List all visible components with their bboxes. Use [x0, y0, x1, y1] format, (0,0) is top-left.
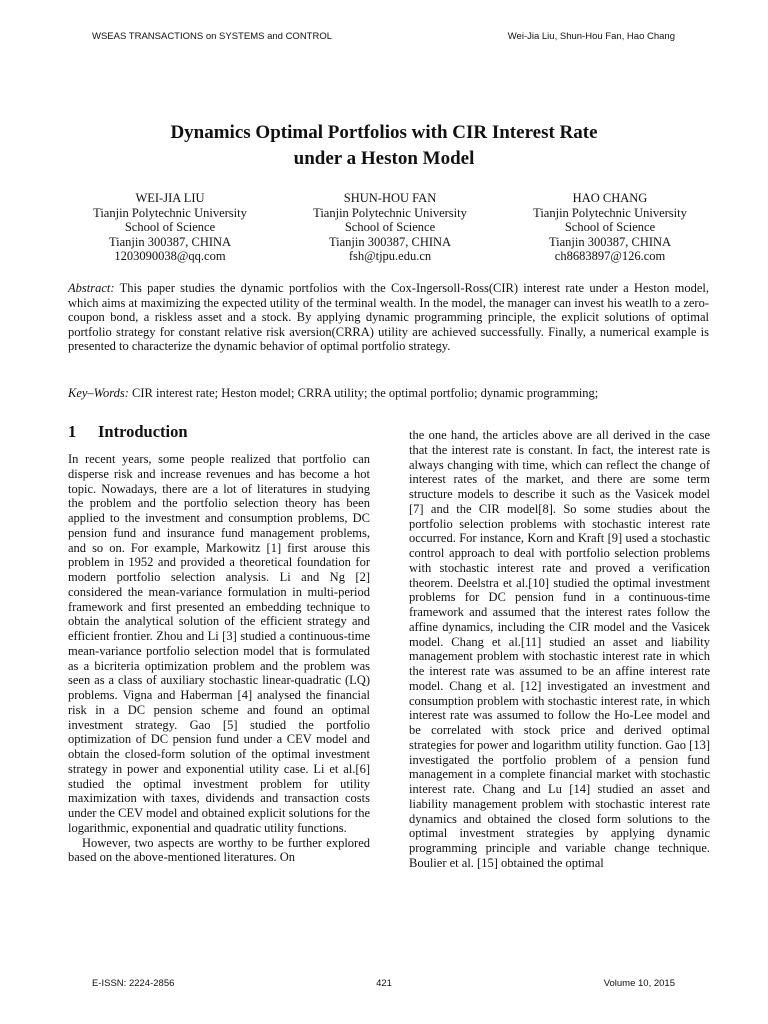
page-number: 421: [376, 978, 392, 989]
author-name: WEI-JIA LIU: [135, 191, 205, 205]
paper-title-line-1: Dynamics Optimal Portfolios with CIR Interest Rate: [170, 122, 598, 143]
section-title: Introduction: [98, 422, 188, 441]
author-name: HAO CHANG: [572, 191, 648, 205]
author-affiliation: Tianjin Polytechnic University: [533, 205, 687, 220]
author-affiliation: Tianjin Polytechnic University: [313, 205, 467, 220]
author-email: fsh@tjpu.edu.cn: [348, 249, 432, 264]
author-email: 1203090038@qq.com: [114, 249, 226, 264]
footer-volume: Volume 10, 2015: [603, 978, 675, 989]
running-header-journal: WSEAS TRANSACTIONS on SYSTEMS and CONTROL: [92, 31, 333, 42]
body-column-right: [409, 428, 710, 871]
author-name: SHUN-HOU FAN: [343, 191, 437, 205]
author-address: Tianjin 300387, CHINA: [548, 234, 672, 249]
section-number: 1: [68, 422, 77, 441]
paragraph: However, two aspects are worthy to be further explored based on the above-mentioned literatures. On: [68, 835, 370, 865]
author-block: [60, 191, 720, 264]
abstract: [68, 281, 709, 354]
author-3: [500, 191, 720, 264]
footer-issn: E-ISSN: 2224-2856: [92, 978, 175, 989]
paper-title: [0, 120, 768, 172]
keywords-text: CIR interest rate; Heston model; CRRA utility; the optimal portfolio; dynamic programming;: [132, 386, 599, 400]
body-column-left: [68, 452, 370, 865]
keywords: [68, 386, 709, 401]
author-department: School of Science: [344, 220, 436, 235]
author-address: Tianjin 300387, CHINA: [108, 234, 232, 249]
author-department: School of Science: [124, 220, 216, 235]
running-header-authors: Wei-Jia Liu, Shun-Hou Fan, Hao Chang: [507, 31, 675, 42]
author-email: ch8683897@126.com: [554, 249, 666, 264]
paragraph: In recent years, some people realized that portfolio can disperse risk and increase revenues and has become a hot topic. Nowadays, there are a lot of literatures in studying the problem and the portfolio selection theory has been applied to the investment and consumption problems, DC pension fund and insurance fund management problems, and so on. For example, Markowitz [1] first arouse this problem in 1952 and provided a theoretical foundation for modern portfolio selection analysis. Li and Ng [2] considered the mean-variance formulation in multi-period framework and first presented an embedding technique to obtain the analytical solution of the efficient strategy and efficient frontier. Zhou and Li [3] studied a continuous-time mean-variance portfolio selection model that is formulated as a bicriteria optimization problem and the problem was seen as a class of auxiliary stochastic linear-quadratic (LQ) problems. Vigna and Haberman [4] analysed the financial risk in a DC pension scheme and found an optimal investment strategy. Gao [5] studied the portfolio optimization of DC pension fund under a CEV model and obtain the closed-form solution of the optimal investment strategy in power and exponential utility case. Li et al.[6] studied the optimal investment problem for utility maximization with taxes, dividends and transaction costs under the CEV model and obtained explicit solutions for the logarithmic, exponential and quadratic utility functions.: [68, 452, 370, 835]
section-heading: [68, 422, 188, 442]
author-department: School of Science: [564, 220, 656, 235]
author-1: [60, 191, 280, 264]
author-2: [280, 191, 500, 264]
paper-title-line-2: under a Heston Model: [293, 148, 475, 169]
paragraph: the one hand, the articles above are all derived in the case that the interest rate is constant. In fact, the interest rate is always changing with time, which can reflect the change of interest rates of the market, and there are some term structure models to describe it such as the Vasicek model [7] and the CIR model[8]. So some studies about the portfolio selection problems with stochastic interest rate occurred. For instance, Korn and Kraft [9] used a stochastic control approach to deal with portfolio selection problems with stochastic interest rate and proved a verification theorem. Deelstra et al.[10] studied the optimal investment problems for DC pension fund in a continuous-time framework and assumed that the interest rates follow the affine dynamics, including the CIR model and the Vasicek model. Chang et al.[11] studied an asset and liability management problem with stochastic interest rate in which the interest rate was assumed to be an affine interest rate model. Chang et al. [12] investigated an investment and consumption problem with stochastic interest rate, in which interest rate was assumed to follow the Ho-Lee model and be correlated with stock price and derived optimal strategies for power and logarithm utility function. Gao [13] investigated the portfolio problem of a pension fund management in a complete financial market with stochastic interest rate. Chang and Lu [14] studied an asset and liability management problem with stochastic interest rate dynamics and obtained the closed form solutions to the optimal investment strategies by applying dynamic programming principle and variable change technique. Boulier et al. [15] obtained the optimal: [409, 428, 710, 870]
author-address: Tianjin 300387, CHINA: [328, 234, 452, 249]
abstract-label: Abstract:: [68, 281, 115, 295]
author-affiliation: Tianjin Polytechnic University: [93, 205, 247, 220]
keywords-label: Key–Words:: [68, 386, 129, 400]
abstract-text: This paper studies the dynamic portfolios with the Cox-Ingersoll-Ross(CIR) interest rate under a Heston model, which aims at maximizing the expected utility of the terminal wealth. In the model, the manager can invest his weatlh to a zero-coupon bond, a riskless asset and a stock. By applying dynamic programming principle, the explicit solutions of optimal portfolio strategy for constant relative risk aversion(CRRA) utility are achieved successfully. Finally, a numerical example is presented to characterize the dynamic behavior of optimal portfolio strategy.: [68, 281, 709, 354]
